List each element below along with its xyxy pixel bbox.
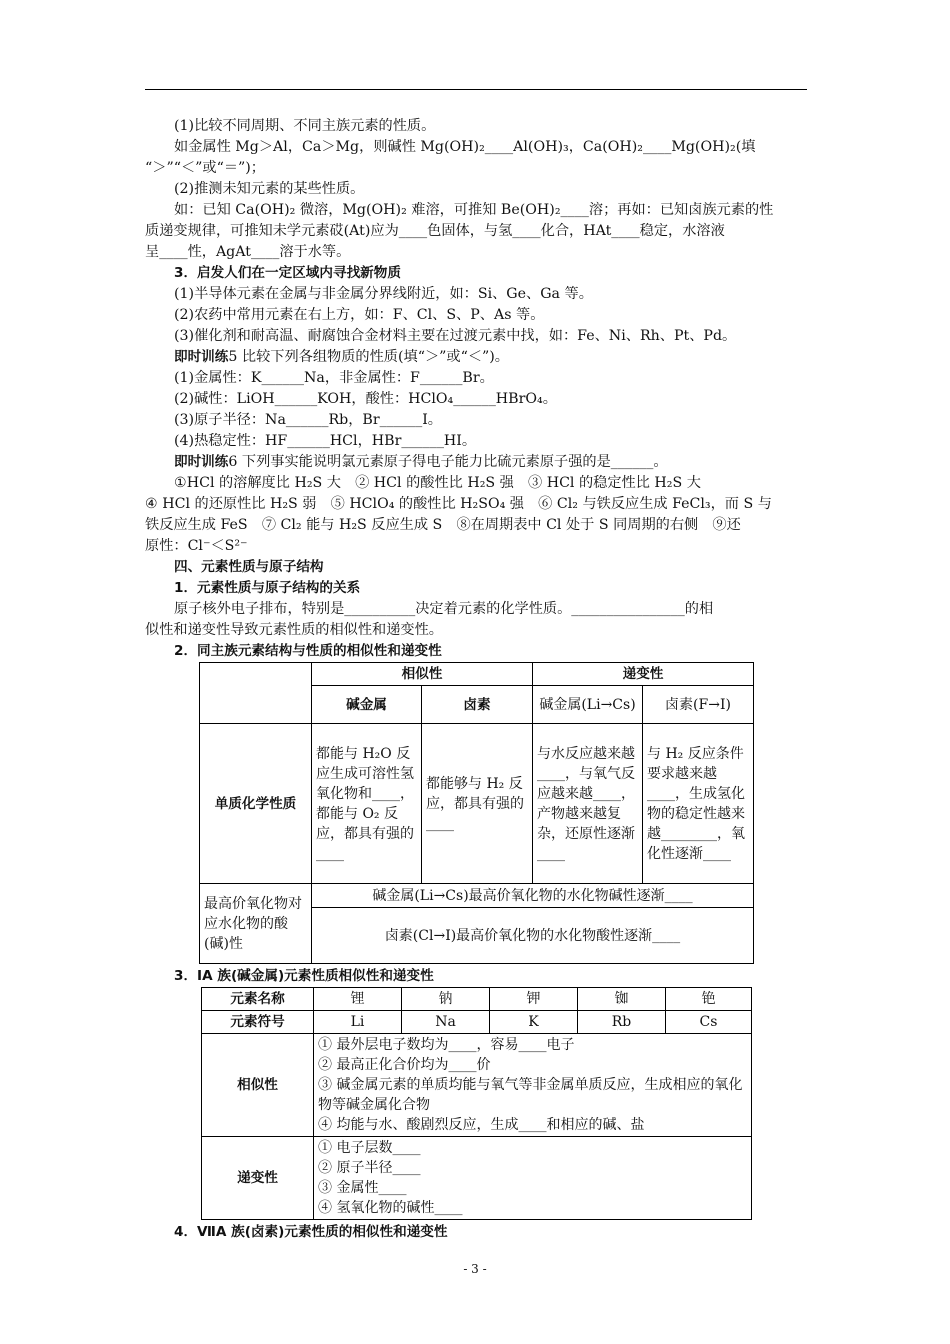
section-heading: 2．同主族元素结构与性质的相似性和递变性 [174,643,442,659]
similarity-item: ③ 碱金属元素的单质均能与氧气等非金属单质反应，生成相应的氧化物等碱金属化合物 [318,1077,743,1113]
header-similarity: 相似性 [312,663,533,686]
label-gradient: 递变性 [202,1137,314,1220]
cell-halogen-oxide: 卤素(Cl→I)最高价氧化物的水化物酸性逐渐____ [312,908,754,964]
text-line: 呈____性，AgAt____溶于水等。 [145,244,351,260]
text-line: ④ HCl 的还原性比 H₂S 弱 ⑤ HClO₄ 的酸性比 H₂SO₄ 强 ⑥ Cl₂ 与铁反应生成 FeCl₃，而 S 与 [145,496,772,512]
element-symbol: Li [314,1011,402,1034]
element-name: 钾 [490,988,578,1011]
label-element-name: 元素名称 [202,988,314,1011]
header-alkali: 碱金属 [312,686,422,724]
text-line: (2)农药中常用元素在右上方，如：F、Cl、S、P、As 等。 [174,307,545,323]
section-heading: 1．元素性质与原子结构的关系 [174,580,361,596]
row-label-oxide-hydrate: 最高价氧化物对应水化物的酸(碱)性 [200,884,312,964]
gradient-list [314,1137,752,1220]
element-name: 铯 [666,988,752,1011]
group-properties-table [199,662,754,964]
section-heading: 4．ⅦA 族(卤素)元素性质的相似性和递变性 [174,1224,448,1240]
text-line: (2)推测未知元素的某些性质。 [174,181,365,197]
text-line: 如：已知 Ca(OH)₂ 微溶，Mg(OH)₂ 难溶，可推知 Be(OH)₂____溶；再如：已知卤族元素的性 [174,202,774,218]
similarity-item: ① 最外层电子数均为____，容易____电子 [318,1037,575,1053]
gradient-item: ④ 氢氧化物的碱性____ [318,1200,463,1216]
similarity-item: ④ 均能与水、酸剧烈反应，生成____和相应的碱、盐 [318,1117,645,1133]
text-line: (4)热稳定性：HF______HCl，HBr______HI。 [174,433,477,449]
cell-alkali-similarity: 都能与 H₂O 反应生成可溶性氢氧化物和____，都能与 O₂ 反应，都具有强的____ [312,724,422,884]
element-symbol: Na [402,1011,490,1034]
text-line: 如金属性 Mg＞Al，Ca＞Mg，则碱性 Mg(OH)₂____Al(OH)₃，Ca(OH)₂____Mg(OH)₂(填 [174,139,756,155]
element-name: 铷 [578,988,666,1011]
text-line: 原子核外电子排布，特别是__________决定着元素的化学性质。________________的相 [174,601,714,617]
header-halogen: 卤素 [422,686,533,724]
section-heading: 四、元素性质与原子结构 [174,559,324,575]
element-symbol: Cs [666,1011,752,1034]
text-line: 质递变规律，可推知未学元素砹(At)应为____色固体，与氢____化合，HAt____稳定，水溶液 [145,223,725,239]
similarity-item: ② 最高正化合价均为____价 [318,1057,491,1073]
gradient-item: ② 原子半径____ [318,1160,421,1176]
text-line: (1)比较不同周期、不同主族元素的性质。 [174,118,436,134]
text-line: ①HCl 的溶解度比 H₂S 大 ② HCl 的酸性比 H₂S 强 ③ HCl 的稳定性比 H₂S 大 [174,475,701,491]
header-rule [145,89,807,90]
section-heading: 3．ⅠA 族(碱金属)元素性质相似性和递变性 [174,968,434,984]
label-similarity: 相似性 [202,1034,314,1137]
exercise-line [145,452,807,473]
header-halogen-gradient: 卤素(F→I) [643,686,754,724]
page-number: - 3 - [463,1262,487,1276]
gradient-item: ③ 金属性____ [318,1180,407,1196]
exercise-label: 即时训练 [174,349,229,365]
similarity-list [314,1034,752,1137]
cell-alkali-oxide: 碱金属(Li→Cs)最高价氧化物的水化物碱性逐渐____ [312,884,754,908]
exercise-line [145,347,807,368]
page-content [145,116,807,1243]
text-line: 原性：Cl⁻＜S²⁻ [145,538,248,554]
header-alkali-gradient: 碱金属(Li→Cs) [533,686,643,724]
cell-halogen-similarity: 都能够与 H₂ 反应，都具有强的____ [422,724,533,884]
text-line: 铁反应生成 FeS ⑦ Cl₂ 能与 H₂S 反应生成 S ⑧在周期表中 Cl 处于 S 同周期的右侧 ⑨还 [145,517,741,533]
element-name: 锂 [314,988,402,1011]
exercise-text: 6 下列事实能说明氯元素原子得电子能力比硫元素原子强的是______。 [228,454,668,470]
cell-halogen-gradient: 与 H₂ 反应条件要求越来越____，生成氢化物的稳定性越来越________，氧化性逐渐____ [643,724,754,884]
exercise-text: 5 比较下列各组物质的性质(填“＞”或“＜”)。 [228,349,509,365]
header-gradient: 递变性 [533,663,754,686]
row-label-element-chemistry: 单质化学性质 [200,724,312,884]
section-heading: 3．启发人们在一定区域内寻找新物质 [174,265,401,281]
element-symbol: K [490,1011,578,1034]
element-name: 钠 [402,988,490,1011]
text-line: (2)碱性：LiOH______KOH，酸性：HClO₄______HBrO₄。 [174,391,557,407]
table-corner-cell [200,663,312,724]
alkali-metal-table [201,987,752,1220]
text-line: (1)半导体元素在金属与非金属分界线附近，如：Si、Ge、Ga 等。 [174,286,593,302]
text-line: (3)原子半径：Na______Rb，Br______I。 [174,412,442,428]
text-line: 似性和递变性导致元素性质的相似性和递变性。 [145,622,443,638]
element-symbol: Rb [578,1011,666,1034]
gradient-item: ① 电子层数____ [318,1140,421,1156]
label-element-symbol: 元素符号 [202,1011,314,1034]
text-line: (3)催化剂和耐高温、耐腐蚀合金材料主要在过渡元素中找，如：Fe、Ni、Rh、Pt、Pd。 [174,328,737,344]
cell-alkali-gradient: 与水反应越来越____，与氧气反应越来越____，产物越来越复杂，还原性逐渐____ [533,724,643,884]
text-line: “＞”“＜”或“＝”)； [145,160,265,176]
text-line: (1)金属性：K______Na，非金属性：F______Br。 [174,370,494,386]
exercise-label: 即时训练 [174,454,229,470]
